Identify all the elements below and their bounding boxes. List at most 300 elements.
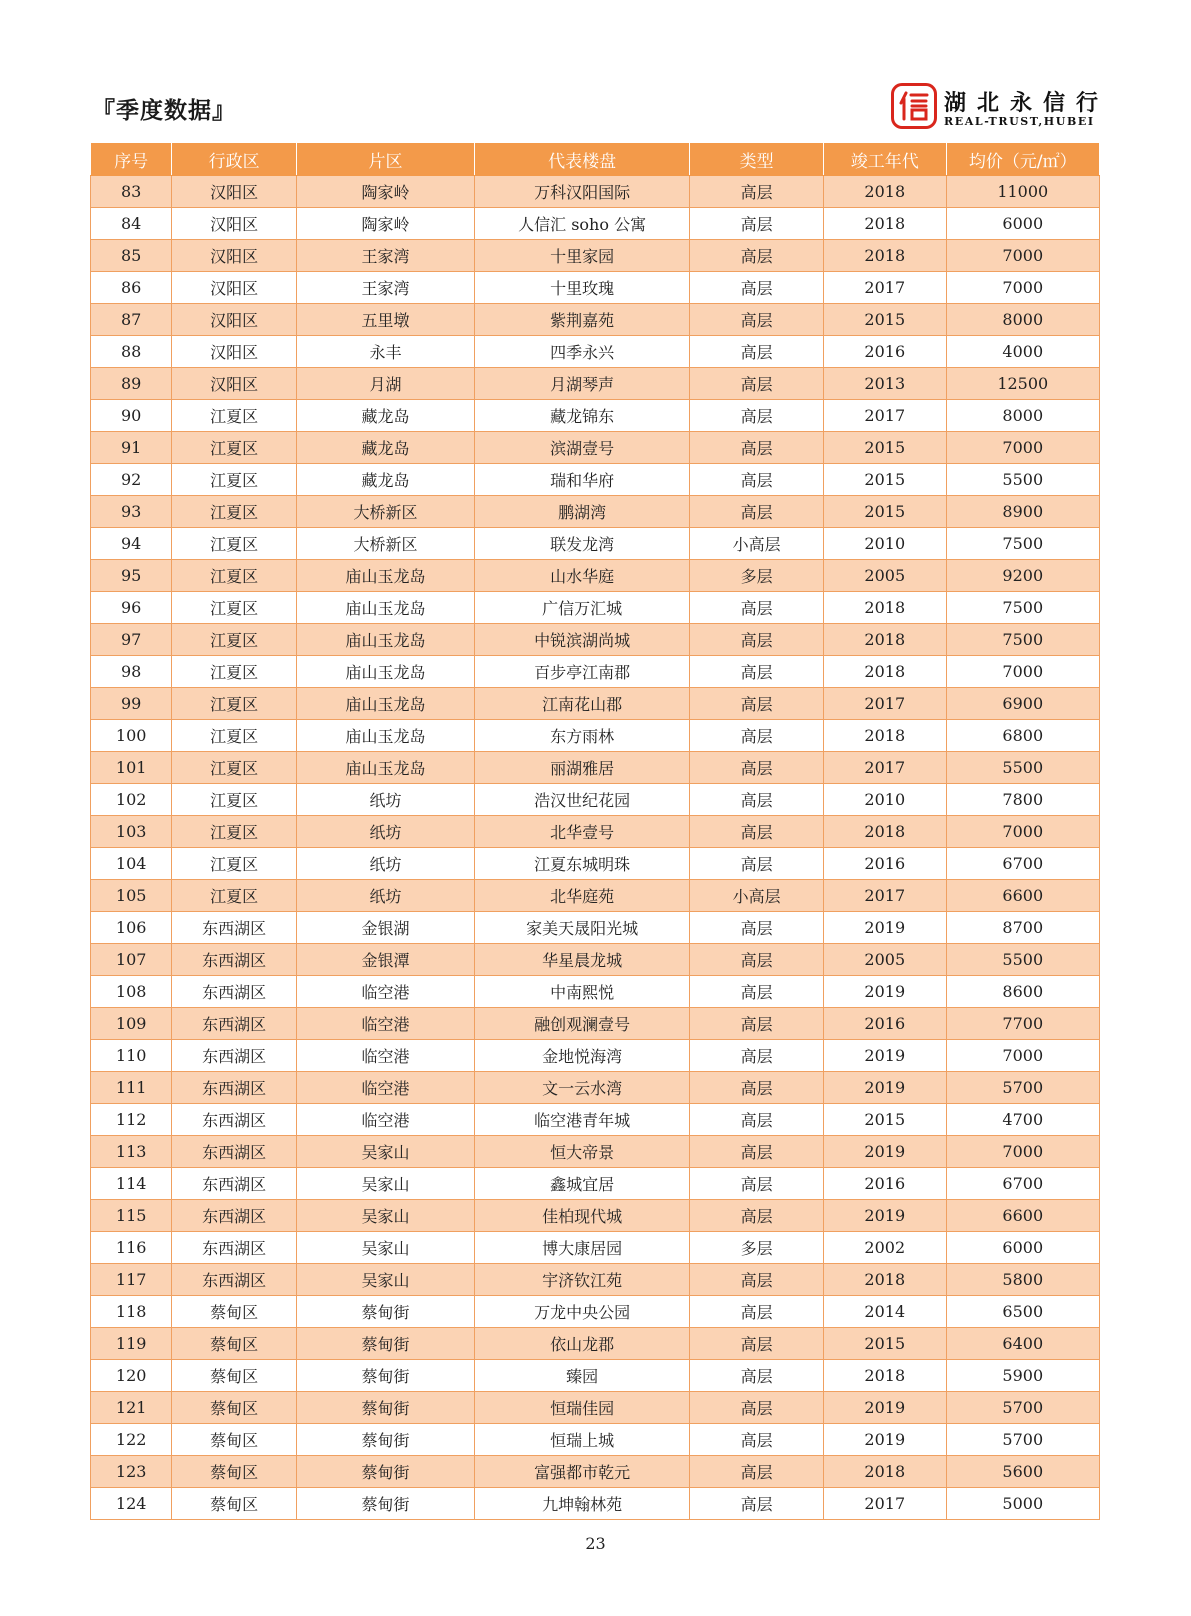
- year-cell: 2018: [824, 1456, 947, 1488]
- area-cell: 庙山玉龙岛: [296, 592, 474, 624]
- district-cell: 蔡甸区: [172, 1296, 297, 1328]
- table-row: [91, 496, 1100, 528]
- year-cell: 2016: [824, 1168, 947, 1200]
- district-cell: 江夏区: [172, 720, 297, 752]
- table-row: [91, 1232, 1100, 1264]
- project-cell: 宇济钦江苑: [475, 1264, 690, 1296]
- year-cell: 2017: [824, 1488, 947, 1520]
- year-cell: 2018: [824, 1360, 947, 1392]
- index-cell: 121: [91, 1392, 172, 1424]
- price-cell: 7000: [946, 816, 1099, 848]
- table-row: [91, 1424, 1100, 1456]
- table-row: [91, 1072, 1100, 1104]
- table-row: [91, 272, 1100, 304]
- district-cell: 汉阳区: [172, 208, 297, 240]
- type-cell: 高层: [690, 848, 824, 880]
- project-cell: 联发龙湾: [475, 528, 690, 560]
- area-cell: 吴家山: [296, 1136, 474, 1168]
- price-cell: 5500: [946, 464, 1099, 496]
- index-cell: 90: [91, 400, 172, 432]
- district-cell: 蔡甸区: [172, 1392, 297, 1424]
- area-cell: 临空港: [296, 976, 474, 1008]
- price-cell: 9200: [946, 560, 1099, 592]
- district-cell: 东西湖区: [172, 1008, 297, 1040]
- table-row: [91, 1392, 1100, 1424]
- year-cell: 2017: [824, 272, 947, 304]
- area-cell: 陶家岭: [296, 176, 474, 208]
- project-cell: 中南熙悦: [475, 976, 690, 1008]
- index-cell: 120: [91, 1360, 172, 1392]
- price-cell: 5500: [946, 944, 1099, 976]
- column-header-col-district: 行政区: [172, 143, 297, 176]
- column-header-col-type: 类型: [690, 143, 824, 176]
- area-cell: 临空港: [296, 1104, 474, 1136]
- project-cell: 东方雨林: [475, 720, 690, 752]
- table-row: [91, 240, 1100, 272]
- table-row: [91, 1488, 1100, 1520]
- project-cell: 瑞和华府: [475, 464, 690, 496]
- district-cell: 江夏区: [172, 592, 297, 624]
- table-row: [91, 688, 1100, 720]
- year-cell: 2019: [824, 1200, 947, 1232]
- price-cell: 12500: [946, 368, 1099, 400]
- area-cell: 纸坊: [296, 784, 474, 816]
- table-row: [91, 1264, 1100, 1296]
- year-cell: 2018: [824, 624, 947, 656]
- type-cell: 高层: [690, 1360, 824, 1392]
- year-cell: 2018: [824, 208, 947, 240]
- index-cell: 110: [91, 1040, 172, 1072]
- table-row: [91, 1008, 1100, 1040]
- type-cell: 高层: [690, 656, 824, 688]
- index-cell: 85: [91, 240, 172, 272]
- logo-chinese-name: 湖北永信行: [944, 91, 1110, 116]
- year-cell: 2019: [824, 912, 947, 944]
- project-cell: 十里家园: [475, 240, 690, 272]
- price-cell: 7500: [946, 592, 1099, 624]
- price-cell: 7000: [946, 240, 1099, 272]
- project-cell: 鹏湖湾: [475, 496, 690, 528]
- table-row: [91, 848, 1100, 880]
- column-header-col-project: 代表楼盘: [475, 143, 690, 176]
- area-cell: 庙山玉龙岛: [296, 656, 474, 688]
- project-cell: 恒瑞佳园: [475, 1392, 690, 1424]
- price-cell: 6900: [946, 688, 1099, 720]
- district-cell: 江夏区: [172, 816, 297, 848]
- index-cell: 116: [91, 1232, 172, 1264]
- project-cell: 九坤翰林苑: [475, 1488, 690, 1520]
- type-cell: 高层: [690, 208, 824, 240]
- price-cell: 7000: [946, 1136, 1099, 1168]
- table-row: [91, 336, 1100, 368]
- area-cell: 五里墩: [296, 304, 474, 336]
- index-cell: 86: [91, 272, 172, 304]
- area-cell: 庙山玉龙岛: [296, 560, 474, 592]
- type-cell: 高层: [690, 1008, 824, 1040]
- district-cell: 汉阳区: [172, 240, 297, 272]
- type-cell: 高层: [690, 1392, 824, 1424]
- district-cell: 江夏区: [172, 688, 297, 720]
- type-cell: 高层: [690, 688, 824, 720]
- project-cell: 恒大帝景: [475, 1136, 690, 1168]
- year-cell: 2019: [824, 976, 947, 1008]
- project-cell: 佳柏现代城: [475, 1200, 690, 1232]
- project-cell: 北华庭苑: [475, 880, 690, 912]
- project-cell: 万龙中央公园: [475, 1296, 690, 1328]
- price-cell: 7500: [946, 528, 1099, 560]
- area-cell: 月湖: [296, 368, 474, 400]
- price-cell: 6700: [946, 1168, 1099, 1200]
- price-cell: 4700: [946, 1104, 1099, 1136]
- project-cell: 金地悦海湾: [475, 1040, 690, 1072]
- table-row: [91, 1360, 1100, 1392]
- district-cell: 东西湖区: [172, 1136, 297, 1168]
- district-cell: 汉阳区: [172, 272, 297, 304]
- district-cell: 东西湖区: [172, 1040, 297, 1072]
- price-cell: 5800: [946, 1264, 1099, 1296]
- project-cell: 浩汉世纪花园: [475, 784, 690, 816]
- type-cell: 高层: [690, 496, 824, 528]
- price-cell: 11000: [946, 176, 1099, 208]
- type-cell: 高层: [690, 1424, 824, 1456]
- index-cell: 91: [91, 432, 172, 464]
- area-cell: 纸坊: [296, 816, 474, 848]
- index-cell: 98: [91, 656, 172, 688]
- column-header-col-avg-price: 均价（元/㎡）: [946, 143, 1099, 176]
- table-row: [91, 1136, 1100, 1168]
- table-row: [91, 1328, 1100, 1360]
- price-cell: 5700: [946, 1072, 1099, 1104]
- index-cell: 99: [91, 688, 172, 720]
- district-cell: 东西湖区: [172, 1104, 297, 1136]
- project-cell: 月湖琴声: [475, 368, 690, 400]
- price-cell: 7000: [946, 1040, 1099, 1072]
- table-row: [91, 1456, 1100, 1488]
- district-cell: 江夏区: [172, 784, 297, 816]
- project-cell: 百步亭江南郡: [475, 656, 690, 688]
- area-cell: 藏龙岛: [296, 400, 474, 432]
- price-cell: 7000: [946, 432, 1099, 464]
- index-cell: 112: [91, 1104, 172, 1136]
- district-cell: 江夏区: [172, 560, 297, 592]
- year-cell: 2016: [824, 336, 947, 368]
- table-row: [91, 912, 1100, 944]
- area-cell: 王家湾: [296, 240, 474, 272]
- year-cell: 2019: [824, 1040, 947, 1072]
- price-cell: 6800: [946, 720, 1099, 752]
- year-cell: 2017: [824, 752, 947, 784]
- year-cell: 2018: [824, 816, 947, 848]
- area-cell: 藏龙岛: [296, 464, 474, 496]
- table-row: [91, 1104, 1100, 1136]
- index-cell: 89: [91, 368, 172, 400]
- type-cell: 高层: [690, 1072, 824, 1104]
- index-cell: 88: [91, 336, 172, 368]
- index-cell: 102: [91, 784, 172, 816]
- type-cell: 高层: [690, 1488, 824, 1520]
- area-cell: 庙山玉龙岛: [296, 688, 474, 720]
- seal-icon: [891, 83, 937, 129]
- table-row: [91, 304, 1100, 336]
- area-cell: 蔡甸街: [296, 1328, 474, 1360]
- price-cell: 6000: [946, 1232, 1099, 1264]
- project-cell: 丽湖雅居: [475, 752, 690, 784]
- price-cell: 6400: [946, 1328, 1099, 1360]
- area-cell: 纸坊: [296, 880, 474, 912]
- district-cell: 东西湖区: [172, 944, 297, 976]
- district-cell: 江夏区: [172, 752, 297, 784]
- project-cell: 临空港青年城: [475, 1104, 690, 1136]
- type-cell: 小高层: [690, 528, 824, 560]
- table-row: [91, 784, 1100, 816]
- index-cell: 83: [91, 176, 172, 208]
- type-cell: 高层: [690, 624, 824, 656]
- area-cell: 吴家山: [296, 1232, 474, 1264]
- district-cell: 汉阳区: [172, 368, 297, 400]
- district-cell: 东西湖区: [172, 1232, 297, 1264]
- year-cell: 2015: [824, 1328, 947, 1360]
- project-cell: 文一云水湾: [475, 1072, 690, 1104]
- project-cell: 藏龙锦东: [475, 400, 690, 432]
- index-cell: 95: [91, 560, 172, 592]
- column-header-col-area: 片区: [296, 143, 474, 176]
- type-cell: 高层: [690, 176, 824, 208]
- price-cell: 5000: [946, 1488, 1099, 1520]
- district-cell: 江夏区: [172, 656, 297, 688]
- table-row: [91, 1168, 1100, 1200]
- district-cell: 江夏区: [172, 880, 297, 912]
- area-cell: 纸坊: [296, 848, 474, 880]
- district-cell: 东西湖区: [172, 1200, 297, 1232]
- district-cell: 蔡甸区: [172, 1328, 297, 1360]
- type-cell: 高层: [690, 784, 824, 816]
- type-cell: 高层: [690, 1296, 824, 1328]
- price-cell: 5500: [946, 752, 1099, 784]
- district-cell: 蔡甸区: [172, 1424, 297, 1456]
- type-cell: 小高层: [690, 880, 824, 912]
- type-cell: 高层: [690, 432, 824, 464]
- table-row: [91, 656, 1100, 688]
- district-cell: 东西湖区: [172, 976, 297, 1008]
- year-cell: 2018: [824, 656, 947, 688]
- type-cell: 高层: [690, 976, 824, 1008]
- project-cell: 江夏东城明珠: [475, 848, 690, 880]
- type-cell: 高层: [690, 240, 824, 272]
- project-cell: 富强都市乾元: [475, 1456, 690, 1488]
- year-cell: 2015: [824, 1104, 947, 1136]
- area-cell: 庙山玉龙岛: [296, 752, 474, 784]
- type-cell: 高层: [690, 912, 824, 944]
- table-row: [91, 368, 1100, 400]
- price-cell: 6700: [946, 848, 1099, 880]
- type-cell: 高层: [690, 592, 824, 624]
- area-cell: 藏龙岛: [296, 432, 474, 464]
- project-cell: 臻园: [475, 1360, 690, 1392]
- index-cell: 115: [91, 1200, 172, 1232]
- type-cell: 多层: [690, 1232, 824, 1264]
- area-cell: 陶家岭: [296, 208, 474, 240]
- price-cell: 7000: [946, 656, 1099, 688]
- index-cell: 94: [91, 528, 172, 560]
- area-cell: 王家湾: [296, 272, 474, 304]
- year-cell: 2015: [824, 304, 947, 336]
- index-cell: 119: [91, 1328, 172, 1360]
- index-cell: 105: [91, 880, 172, 912]
- district-cell: 江夏区: [172, 400, 297, 432]
- area-cell: 吴家山: [296, 1264, 474, 1296]
- index-cell: 100: [91, 720, 172, 752]
- table-row: [91, 944, 1100, 976]
- table-row: [91, 208, 1100, 240]
- index-cell: 117: [91, 1264, 172, 1296]
- table-row: [91, 624, 1100, 656]
- area-cell: 大桥新区: [296, 496, 474, 528]
- price-cell: 5600: [946, 1456, 1099, 1488]
- price-cell: 6600: [946, 880, 1099, 912]
- index-cell: 93: [91, 496, 172, 528]
- type-cell: 高层: [690, 368, 824, 400]
- project-cell: 江南花山郡: [475, 688, 690, 720]
- table-row: [91, 976, 1100, 1008]
- area-cell: 庙山玉龙岛: [296, 624, 474, 656]
- index-cell: 111: [91, 1072, 172, 1104]
- type-cell: 高层: [690, 1456, 824, 1488]
- type-cell: 高层: [690, 720, 824, 752]
- type-cell: 高层: [690, 1136, 824, 1168]
- year-cell: 2002: [824, 1232, 947, 1264]
- year-cell: 2015: [824, 464, 947, 496]
- index-cell: 92: [91, 464, 172, 496]
- area-cell: 蔡甸街: [296, 1456, 474, 1488]
- type-cell: 高层: [690, 1040, 824, 1072]
- table-row: [91, 1200, 1100, 1232]
- index-cell: 96: [91, 592, 172, 624]
- index-cell: 97: [91, 624, 172, 656]
- area-cell: 临空港: [296, 1040, 474, 1072]
- index-cell: 103: [91, 816, 172, 848]
- district-cell: 蔡甸区: [172, 1360, 297, 1392]
- index-cell: 87: [91, 304, 172, 336]
- district-cell: 江夏区: [172, 848, 297, 880]
- table-row: [91, 560, 1100, 592]
- project-cell: 家美天晟阳光城: [475, 912, 690, 944]
- project-cell: 华星晨龙城: [475, 944, 690, 976]
- year-cell: 2010: [824, 528, 947, 560]
- district-cell: 江夏区: [172, 528, 297, 560]
- project-cell: 万科汉阳国际: [475, 176, 690, 208]
- price-cell: 6000: [946, 208, 1099, 240]
- table-row: [91, 816, 1100, 848]
- table-row: [91, 592, 1100, 624]
- price-cell: 4000: [946, 336, 1099, 368]
- price-cell: 8600: [946, 976, 1099, 1008]
- district-cell: 东西湖区: [172, 1264, 297, 1296]
- type-cell: 高层: [690, 1168, 824, 1200]
- price-cell: 7800: [946, 784, 1099, 816]
- year-cell: 2016: [824, 848, 947, 880]
- district-cell: 东西湖区: [172, 912, 297, 944]
- project-cell: 恒瑞上城: [475, 1424, 690, 1456]
- area-cell: 大桥新区: [296, 528, 474, 560]
- year-cell: 2018: [824, 240, 947, 272]
- year-cell: 2017: [824, 688, 947, 720]
- table-row: [91, 528, 1100, 560]
- type-cell: 高层: [690, 1328, 824, 1360]
- district-cell: 汉阳区: [172, 176, 297, 208]
- index-cell: 124: [91, 1488, 172, 1520]
- type-cell: 高层: [690, 1200, 824, 1232]
- district-cell: 东西湖区: [172, 1168, 297, 1200]
- project-cell: 山水华庭: [475, 560, 690, 592]
- district-cell: 江夏区: [172, 624, 297, 656]
- project-cell: 中锐滨湖尚城: [475, 624, 690, 656]
- type-cell: 高层: [690, 336, 824, 368]
- district-cell: 江夏区: [172, 464, 297, 496]
- price-cell: 7000: [946, 272, 1099, 304]
- area-cell: 蔡甸街: [296, 1360, 474, 1392]
- table-row: [91, 1296, 1100, 1328]
- price-cell: 8700: [946, 912, 1099, 944]
- type-cell: 高层: [690, 272, 824, 304]
- price-cell: 5700: [946, 1392, 1099, 1424]
- table-row: [91, 464, 1100, 496]
- index-cell: 123: [91, 1456, 172, 1488]
- project-cell: 十里玫瑰: [475, 272, 690, 304]
- project-cell: 鑫城宜居: [475, 1168, 690, 1200]
- area-cell: 蔡甸街: [296, 1392, 474, 1424]
- year-cell: 2015: [824, 432, 947, 464]
- table-row: [91, 176, 1100, 208]
- year-cell: 2017: [824, 400, 947, 432]
- price-cell: 8900: [946, 496, 1099, 528]
- year-cell: 2019: [824, 1424, 947, 1456]
- price-cell: 8000: [946, 304, 1099, 336]
- index-cell: 114: [91, 1168, 172, 1200]
- table-header-row: [91, 143, 1100, 176]
- logo-english-name: REAL-TRUST,HUBEI: [944, 115, 1095, 128]
- table-row: [91, 720, 1100, 752]
- price-cell: 5900: [946, 1360, 1099, 1392]
- area-cell: 庙山玉龙岛: [296, 720, 474, 752]
- year-cell: 2005: [824, 944, 947, 976]
- table-row: [91, 1040, 1100, 1072]
- type-cell: 高层: [690, 752, 824, 784]
- area-cell: 金银湖: [296, 912, 474, 944]
- project-cell: 滨湖壹号: [475, 432, 690, 464]
- type-cell: 高层: [690, 400, 824, 432]
- project-cell: 博大康居园: [475, 1232, 690, 1264]
- index-cell: 104: [91, 848, 172, 880]
- area-cell: 金银潭: [296, 944, 474, 976]
- table-row: [91, 432, 1100, 464]
- project-cell: 人信汇 soho 公寓: [475, 208, 690, 240]
- district-cell: 汉阳区: [172, 336, 297, 368]
- index-cell: 84: [91, 208, 172, 240]
- area-cell: 永丰: [296, 336, 474, 368]
- table-row: [91, 880, 1100, 912]
- year-cell: 2019: [824, 1392, 947, 1424]
- page-number: 23: [585, 1534, 606, 1553]
- year-cell: 2013: [824, 368, 947, 400]
- year-cell: 2019: [824, 1072, 947, 1104]
- year-cell: 2018: [824, 720, 947, 752]
- type-cell: 高层: [690, 1104, 824, 1136]
- type-cell: 高层: [690, 944, 824, 976]
- housing-price-table: [90, 142, 1100, 1520]
- price-cell: 5700: [946, 1424, 1099, 1456]
- price-cell: 7500: [946, 624, 1099, 656]
- price-cell: 8000: [946, 400, 1099, 432]
